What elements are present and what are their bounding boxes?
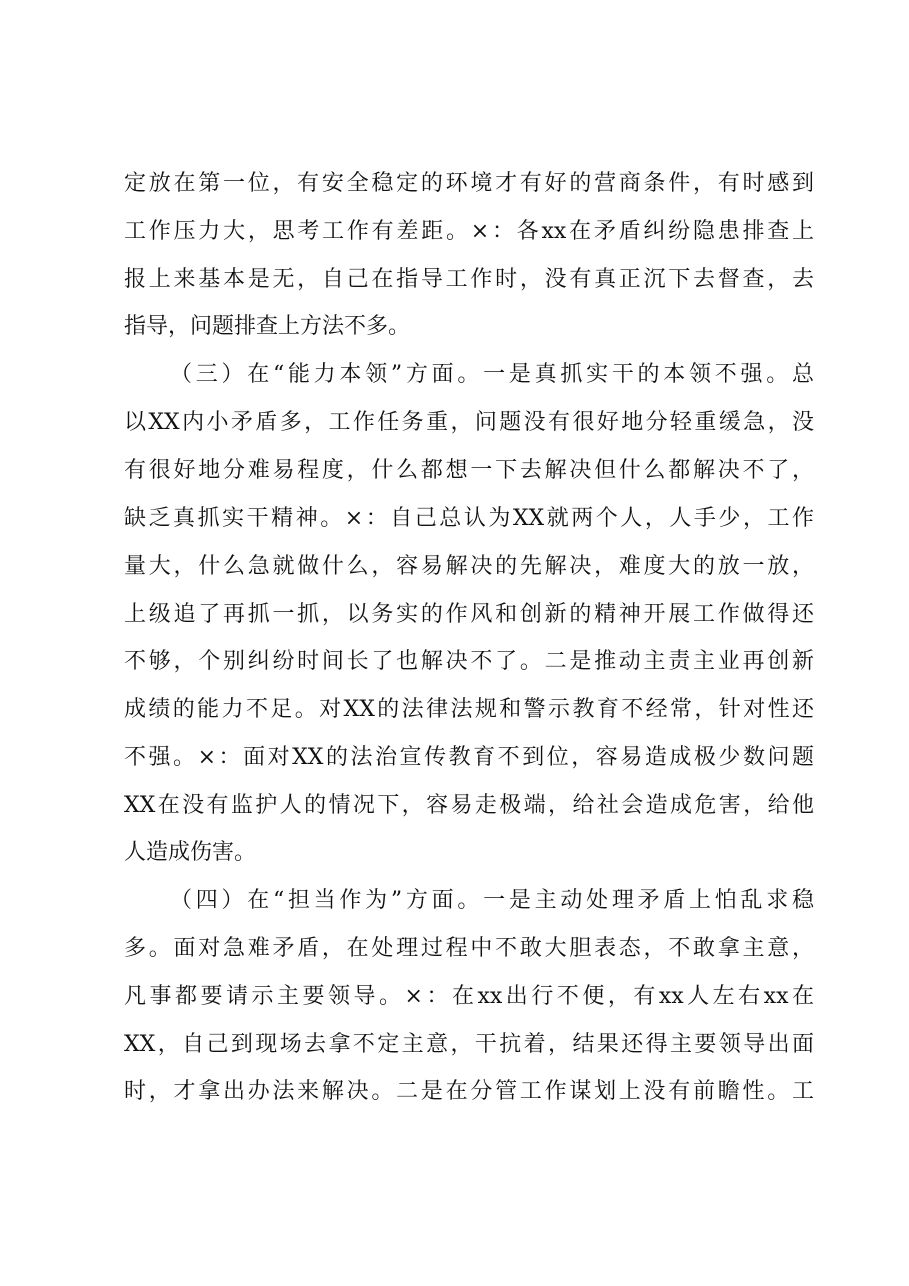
text-line: 指导，问题排查上方法不多。 [124, 314, 411, 339]
text-line: XX，自己到现场去拿不定主意，干抗着，结果还得主要领导出面 [124, 1032, 814, 1057]
text-line: 定放在第一位，有安全稳定的环境才有好的营商条件，有时感到 [124, 171, 814, 196]
text-line: 上级追了再抓一抓，以务实的作风和创新的精神开展工作做得还 [124, 602, 814, 627]
text-line: 工作压力大，思考工作有差距。×：各xx在矛盾纠纷隐患排查上 [124, 219, 814, 244]
section-heading-line: （三）在“能力本领”方面。一是真抓实干的本领不强。总 [170, 362, 814, 387]
text-line: 人造成伤害。 [124, 840, 257, 865]
text-line: 不够，个别纠纷时间长了也解决不了。二是推动主责主业再创新 [124, 649, 814, 674]
text-line: 报上来基本是无，自己在指导工作时，没有真正沉下去督查，去 [124, 267, 814, 292]
text-line: 缺乏真抓实干精神。×：自己总认为XX就两个人，人手少，工作 [124, 506, 814, 531]
text-line: 以XX内小矛盾多，工作任务重，问题没有很好地分轻重缓急，没 [124, 410, 814, 435]
text-line: 量大，什么急就做什么，容易解决的先解决，难度大的放一放， [124, 554, 814, 579]
text-line: 有很好地分难易程度，什么都想一下去解决但什么都解决不了， [124, 458, 814, 483]
text-line: 时，才拿出办法来解决。二是在分管工作谋划上没有前瞻性。工 [124, 1079, 814, 1104]
text-line: 凡事都要请示主要领导。×：在xx出行不便，有xx人左右xx在 [124, 984, 814, 1009]
text-line: 成绩的能力不足。对XX的法律法规和警示教育不经常，针对性还 [124, 697, 814, 722]
section-heading-line: （四）在“担当作为”方面。一是主动处理矛盾上怕乱求稳 [170, 888, 814, 913]
text-line: XX在没有监护人的情况下，容易走极端，给社会造成危害，给他 [124, 793, 814, 818]
text-line: 多。面对急难矛盾，在处理过程中不敢大胆表态，不敢拿主意， [124, 936, 814, 961]
text-line: 不强。×：面对XX的法治宣传教育不到位，容易造成极少数问题 [124, 745, 814, 770]
